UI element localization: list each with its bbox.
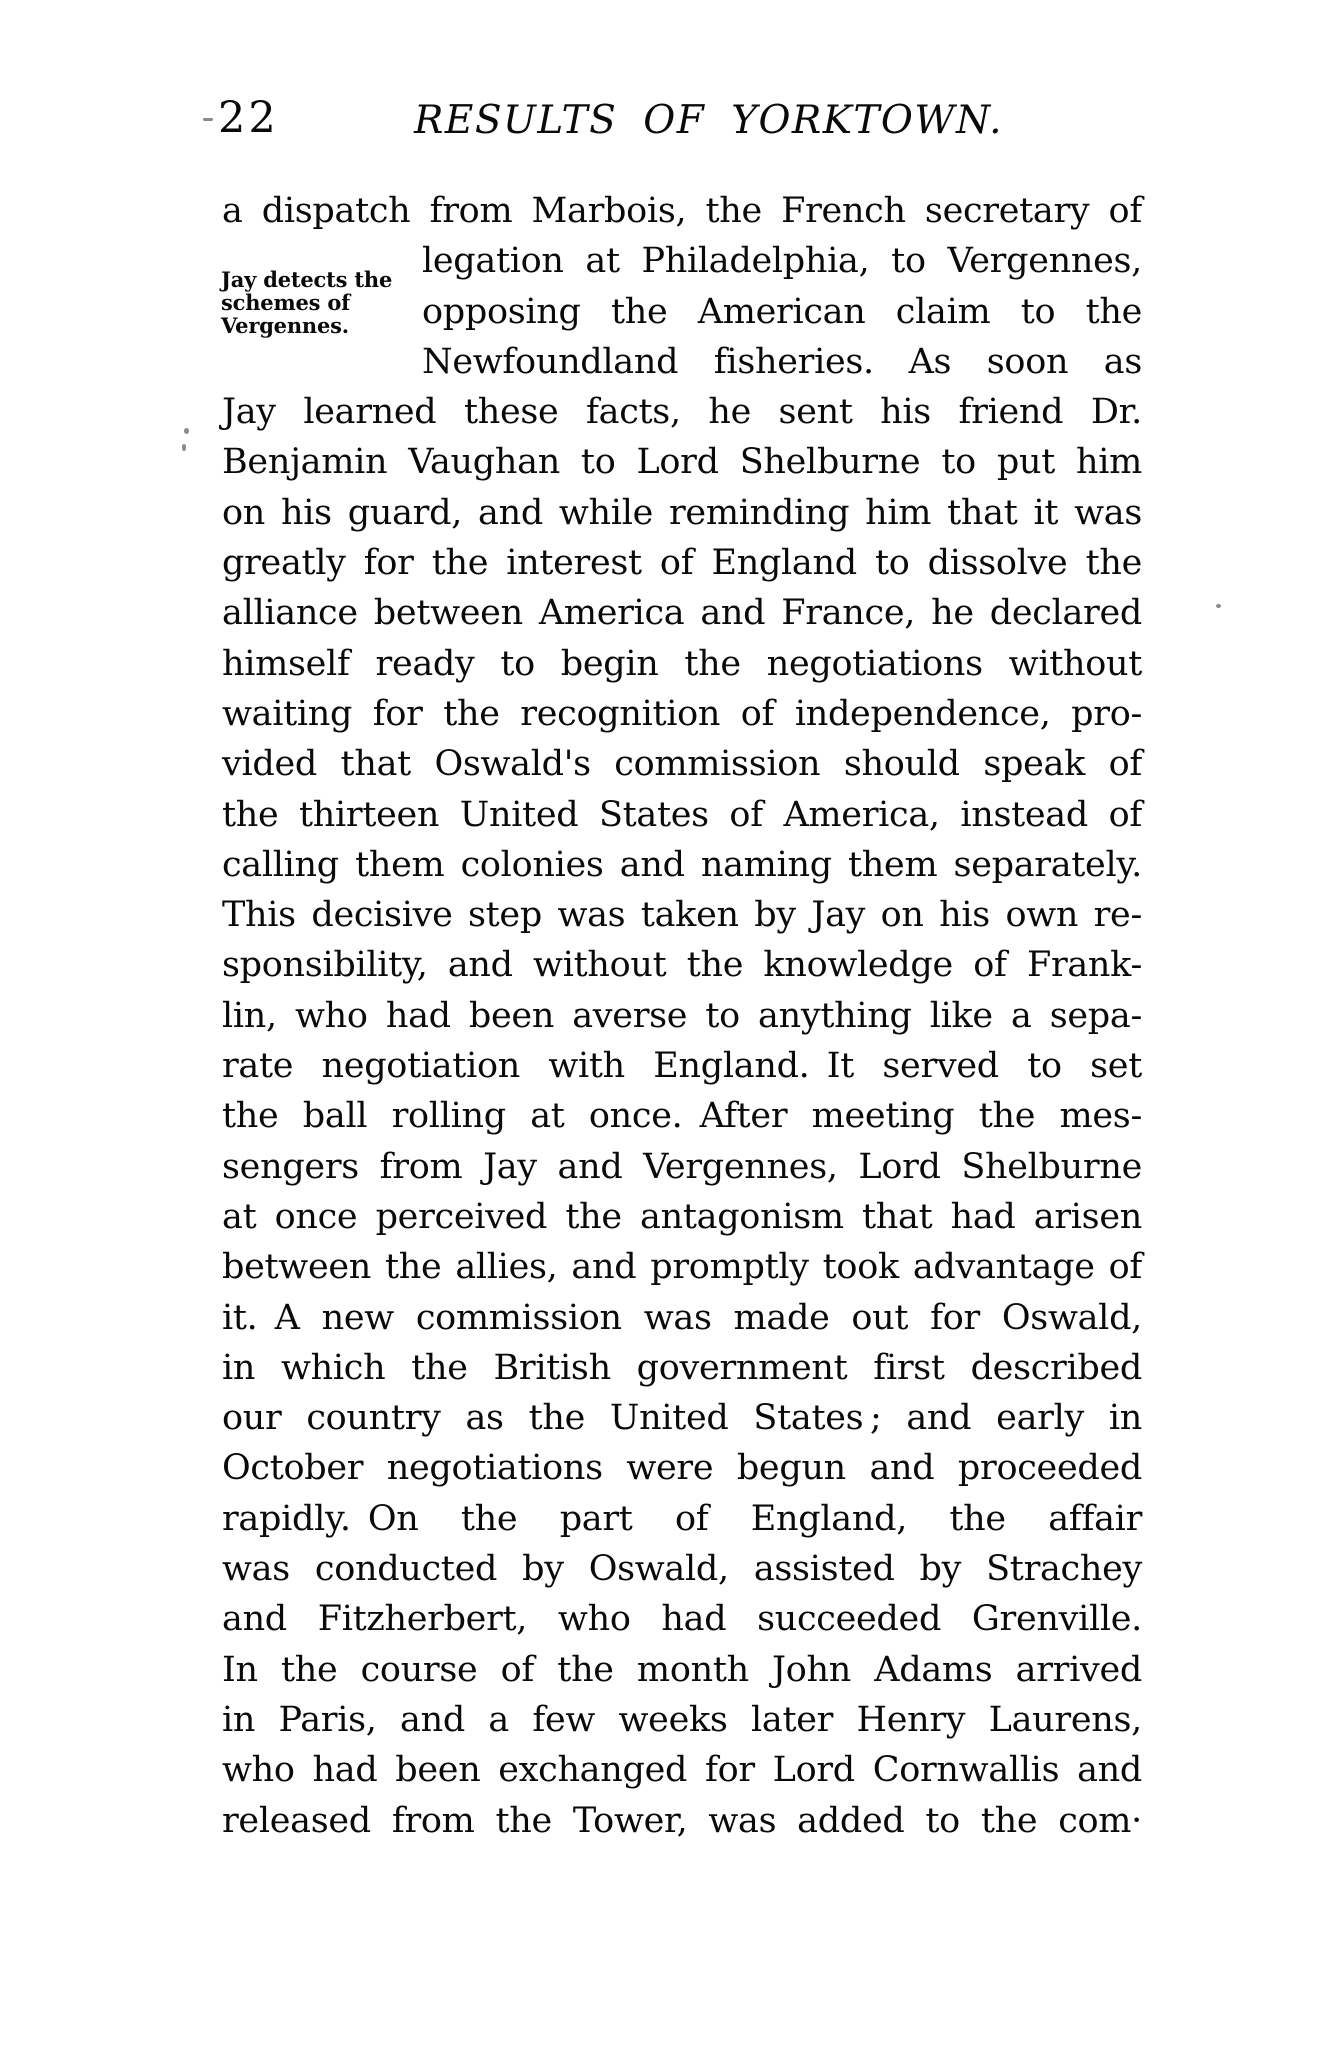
scan-speck xyxy=(1216,604,1221,608)
text-line: This decisive step was taken by Jay on his own re- xyxy=(222,895,1142,936)
page-number: 22 xyxy=(218,93,279,143)
margin-note-line: Vergennes. xyxy=(221,313,349,338)
text-line: on his guard, and while reminding him that it was xyxy=(222,492,1142,533)
text-line: rapidly. On the part of England, the affair xyxy=(222,1498,1142,1539)
text-line: at once perceived the antagonism that had arisen xyxy=(222,1196,1142,1237)
text-line: Benjamin Vaughan to Lord Shelburne to put him xyxy=(222,442,1142,483)
text-line: In the course of the month John Adams arrived xyxy=(222,1649,1142,1690)
running-head: RESULTS OF YORKTOWN. xyxy=(414,98,1004,143)
text-line: in which the British government first described xyxy=(222,1347,1142,1388)
text-line: October negotiations were begun and proceeded xyxy=(222,1448,1142,1489)
text-line: a dispatch from Marbois, the French secretary of xyxy=(222,191,1142,231)
text-line: vided that Oswald's commission should speak of xyxy=(222,744,1142,785)
text-line: sengers from Jay and Vergennes, Lord Shelburne xyxy=(222,1146,1142,1187)
body-text xyxy=(222,186,1142,1846)
text-line: rate negotiation with England. It served to set xyxy=(222,1046,1142,1087)
text-line: legation at Philadelphia, to Vergennes, xyxy=(422,241,1142,282)
text-line: our country as the United States ; and early in xyxy=(222,1398,1142,1439)
text-line: alliance between America and France, he declared xyxy=(222,593,1142,634)
scan-speck xyxy=(203,118,213,121)
scan-speck xyxy=(184,428,189,434)
text-line: in Paris, and a few weeks later Henry Laurens, xyxy=(222,1699,1142,1740)
text-line: who had been exchanged for Lord Cornwallis and xyxy=(222,1750,1142,1791)
text-line: the thirteen United States of America, instead of xyxy=(222,794,1142,835)
text-line: waiting for the recognition of independence, pro- xyxy=(222,693,1142,734)
text-line: the ball rolling at once. After meeting the mes- xyxy=(222,1096,1142,1137)
margin-note-line: Jay detects the xyxy=(221,267,393,292)
text-line: and Fitzherbert, who had succeeded Grenville. xyxy=(222,1599,1142,1640)
text-line: lin, who had been averse to anything like a sepa- xyxy=(222,995,1142,1036)
margin-note-line: schemes of xyxy=(221,290,350,315)
text-line: it. A new commission was made out for Oswald, xyxy=(222,1297,1142,1338)
text-line: released from the Tower, was added to the com· xyxy=(222,1800,1142,1841)
text-line: Newfoundland fisheries. As soon as xyxy=(422,341,1142,382)
text-line: between the allies, and promptly took advantage of xyxy=(222,1247,1142,1288)
text-line: himself ready to begin the negotiations without xyxy=(222,643,1142,684)
scan-speck xyxy=(182,444,186,451)
text-line: sponsibility, and without the knowledge of Frank- xyxy=(222,945,1142,986)
text-line: opposing the American claim to the xyxy=(422,291,1142,332)
text-line: Jay learned these facts, he sent his friend Dr. xyxy=(222,392,1142,433)
text-line: was conducted by Oswald, assisted by Strachey xyxy=(222,1549,1142,1590)
text-line: calling them colonies and naming them separately. xyxy=(222,844,1142,885)
text-line: greatly for the interest of England to dissolve the xyxy=(222,543,1142,584)
